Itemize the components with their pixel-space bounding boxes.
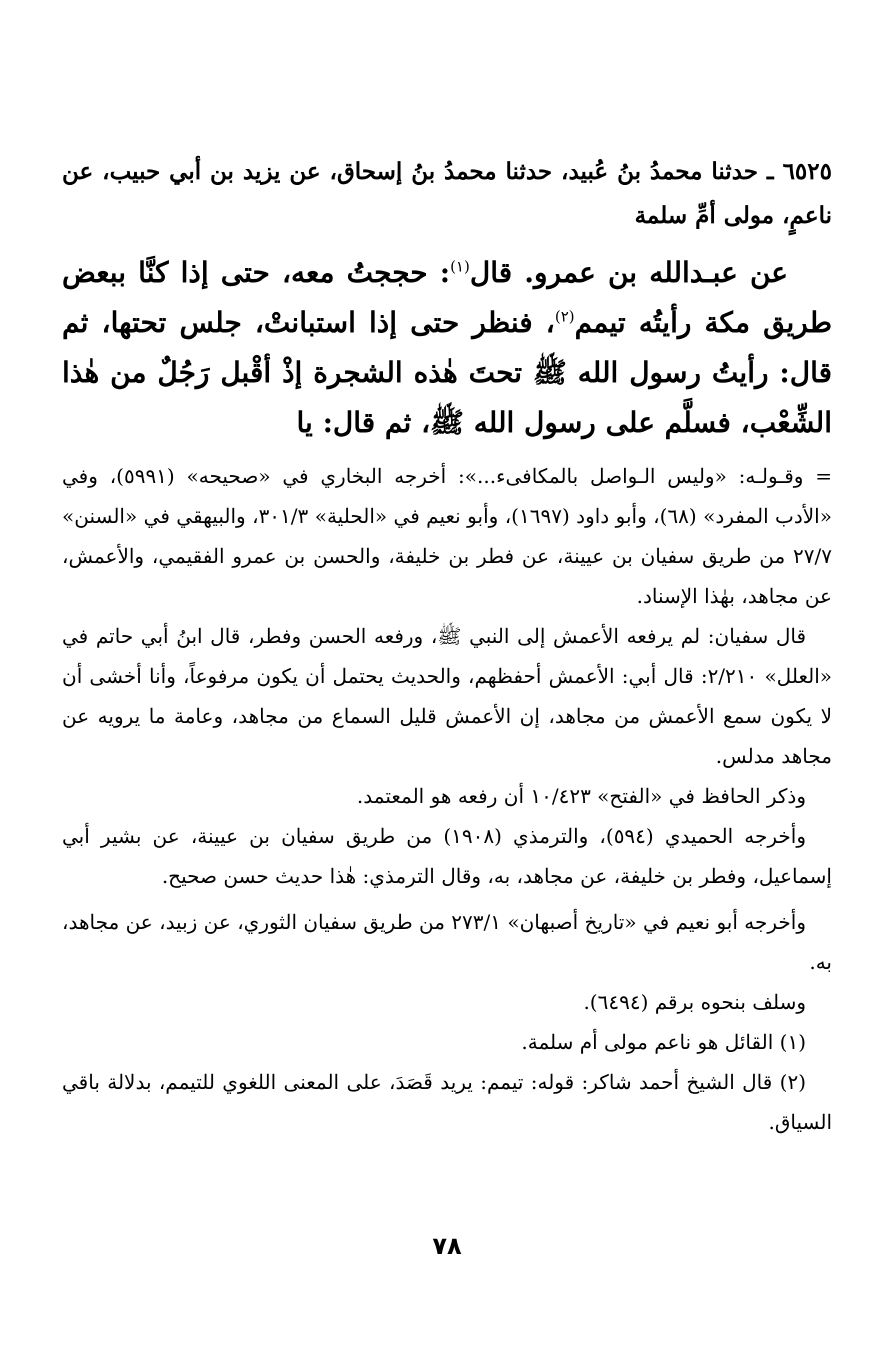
footnote-paragraph: = وقـولـه: «وليس الـواصل بالمكافىء...»: أخرجه البخاري في «صحيحه» (٥٩٩١)، وفي «الأدب المفرد» (٦٨)، وأبو داود (١٦٩٧)، وأبو نعيم في «الحلية» ٣٠١/٣، والبيهقي في «السنن» ٢٧/٧ من طريق سفيان بن عيينة، عن فطر بن خليفة، والحسن بن عمرو الفقيمي، والأعمش، عن مجاهد، بهٰذا الإسناد. [62,464,832,608]
hadith-isnad: ٦٥٢٥ ـ حدثنا محمدُ بنُ عُبيد، حدثنا محمدُ بنُ إسحاق، عن يزيد بن أبي حبيب، عن ناعمٍ، مولى أمِّ سلمة [62,158,832,229]
footnote-paragraph: قال سفيان: لم يرفعه الأعمش إلى النبي ﷺ، ورفعه الحسن وفطر، قال ابنُ أبي حاتم في «العلل» ٢/٢١٠: قال أبي: الأعمش أحفظهم، والحديث يحتمل أن يكون مرفوعاً، وأنا أخشى أن لا يكون سمع الأعمش من مجاهد، إن الأعمش قليل السماع من مجاهد، وعامة ما يرويه عن مجاهد مدلس. [62,624,832,768]
footnote-paragraph: وسلف بنحوه برقم (٦٤٩٤). [583,990,806,1014]
footnotes-section [62,456,832,1142]
footnote-paragraph: وأخرجه الحميدي (٥٩٤)، والترمذي (١٩٠٨) من طريق سفيان بن عيينة، عن بشير أبي إسماعيل، وفطر بن خليفة، عن مجاهد، به، وقال الترمذي: هٰذا حديث حسن صحيح. [62,824,832,888]
matn-part-3: ، فنظر حتى إذا استبانتْ، جلس تحتها، ثم قال: رأيتُ رسول الله ﷺ تحتَ هٰذه الشجرة إذْ أقْبل رَجُلٌ من هٰذا الشِّعْب، فسلَّم على رسول الله ﷺ، ثم قال: يا [62,306,832,439]
page-number: ٧٨ [432,1232,462,1260]
footnote-paragraph: وأخرجه أبو نعيم في «تاريخ أصبهان» ٢٧٣/١ من طريق سفيان الثوري، عن زبيد، عن مجاهد، به. [62,910,832,974]
page-body [62,150,832,1142]
footnote-marker-1[interactable]: (١) [450,257,470,276]
footnote-paragraph: وذكر الحافظ في «الفتح» ١٠/٤٢٣ أن رفعه هو المعتمد. [356,784,806,808]
hadith-matn [62,248,832,448]
matn-part-2: : حججتُ معه، حتى إذا كنَّا ببعض طريق مكة رأيتُه تيمم [62,256,832,339]
matn-part-1: عن عبـدالله بن عمرو. قال [469,256,788,289]
footnote-2: (٢) قال الشيخ أحمد شاكر: قوله: تيمم: يريد قَصَدَ، على المعنى اللغوي للتيمم، بدلالة باقي السياق. [62,1070,832,1134]
footnote-1: (١) القائل هو ناعم مولى أم سلمة. [521,1030,806,1054]
footnote-marker-2[interactable]: (٢) [554,307,575,326]
